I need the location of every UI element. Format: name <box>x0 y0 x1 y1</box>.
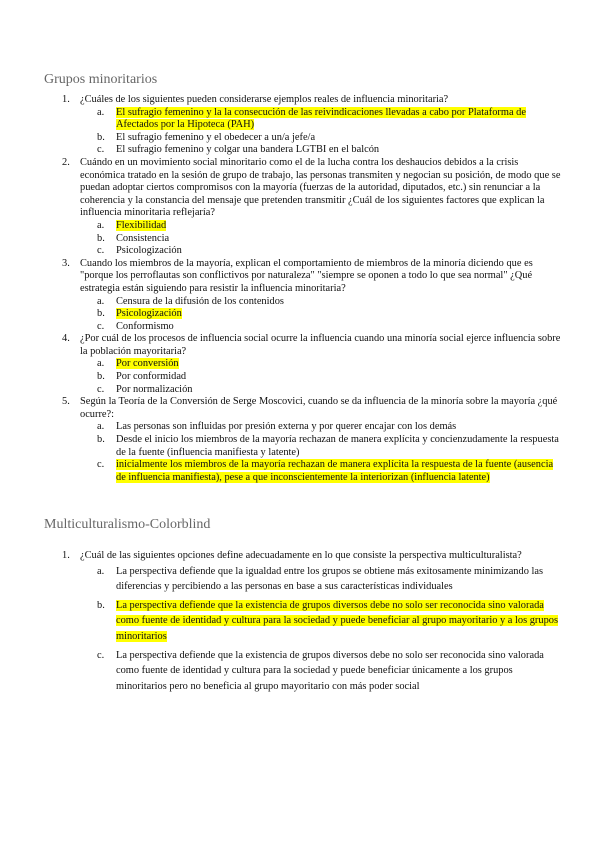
option-letter: a. <box>97 219 105 231</box>
option-b <box>80 371 564 384</box>
option-a <box>80 296 564 309</box>
option-letter: a. <box>97 358 105 370</box>
option-text: Consistencia <box>116 232 170 244</box>
option-text: Psicologización <box>116 245 182 257</box>
option-text: El sufragio femenino y el obedecer a un/a jefe/a <box>116 131 316 143</box>
option-text-correct: Flexibilidad <box>116 219 167 231</box>
option-letter: a. <box>97 295 105 307</box>
option-b <box>80 132 564 145</box>
option-text-correct: La perspectiva defiende que la existencia de grupos diversos debe no solo ser reconocida sino valorada como fuente de identidad y cultura para la sociedad y puede beneficiar al grupo mayoritario y a los grupos minoritarios <box>116 599 559 642</box>
option-letter: a. <box>97 106 105 118</box>
option-letter: c. <box>97 144 105 156</box>
question-1 <box>44 94 564 157</box>
option-text-correct: Por conversión <box>116 358 179 370</box>
option-text: Censura de la difusión de los contenidos <box>116 295 284 307</box>
option-text: Desde el inicio los miembros de la mayoría rechazan de manera explícita y concienzudamente la respuesta de la fuente (influencia manifiesta y latente) <box>116 434 559 458</box>
question-text: Cuándo en un movimiento social minoritario como el de la lucha contra los deshaucios debidos a la crisis económica tratado en la sesión de grupo de trabajo, las personas transmiten y negocian su posición, de modo que se puedan adoptar ciertos compromisos con la mayoría (fuerzas de la autoridad, diputados, etc.) sin renunciar a la coherencia y la constancia del mensaje que pretenden transmitir ¿Cuál de los siguientes factores que explican la influencia minoritaria reflejaría? <box>80 156 561 219</box>
question-number: 1. <box>62 94 70 105</box>
question-number: 3. <box>62 257 70 269</box>
option-b <box>80 598 564 645</box>
option-text-correct: El sufragio femenino y la la consecución de las reivindicaciones llevadas a cabo por Plataforma de Afectados por la Hipoteca (PAH) <box>116 106 526 131</box>
option-letter: c. <box>97 649 105 661</box>
option-letter: c. <box>97 383 105 395</box>
question-text: ¿Cuáles de los siguientes pueden considerarse ejemplos reales de influencia minoritaria? <box>80 94 449 105</box>
option-b <box>80 434 564 459</box>
option-letter: c. <box>97 320 105 332</box>
option-a <box>80 421 564 434</box>
option-text: La perspectiva defiende que la existencia de grupos diversos debe no solo ser reconocida sino valorada como fuente de identidad y cultura para la sociedad y puede beneficiar únicamente a los grupos minoritarios pero no beneficia al grupo mayoritario con más poder social <box>116 649 544 692</box>
question-5 <box>44 396 564 484</box>
question-2 <box>44 157 564 258</box>
option-c <box>80 459 564 484</box>
section-title-grupos-minoritarios: Grupos minoritarios <box>44 72 158 87</box>
option-letter: b. <box>97 232 105 244</box>
option-letter: a. <box>97 565 105 577</box>
option-a <box>80 564 564 595</box>
option-text: Conformismo <box>116 320 174 332</box>
question-text: Según la Teoría de la Conversión de Serge Moscovici, cuando se da influencia de la minoría sobre la mayoría ¿qué ocurre?: <box>80 396 558 420</box>
option-c <box>80 144 564 157</box>
question-text: ¿Cuál de las siguientes opciones define adecuadamente en lo que consiste la perspectiva multiculturalista? <box>80 550 522 561</box>
option-b <box>80 308 564 321</box>
option-c <box>80 648 564 695</box>
option-letter: c. <box>97 459 105 471</box>
option-list <box>80 296 564 334</box>
question-4 <box>44 333 564 396</box>
option-c <box>80 245 564 258</box>
question-number: 2. <box>62 156 70 168</box>
option-letter: c. <box>97 245 105 257</box>
option-text: Por conformidad <box>116 371 187 383</box>
option-letter: b. <box>97 131 105 143</box>
option-text: Por normalización <box>116 383 193 395</box>
option-c <box>80 384 564 397</box>
option-a <box>80 107 564 132</box>
question-number: 1. <box>62 550 70 561</box>
option-letter: a. <box>97 421 105 433</box>
option-list <box>80 358 564 396</box>
option-list <box>80 220 564 258</box>
option-list <box>80 421 564 484</box>
option-list <box>80 107 564 157</box>
option-list <box>80 564 564 695</box>
option-letter: b. <box>97 371 105 383</box>
option-a <box>80 220 564 233</box>
option-letter: b. <box>97 599 105 611</box>
question-text: ¿Por cuál de los procesos de influencia social ocurre la influencia cuando una minoría social ejerce influencia sobre la población mayoritaria? <box>80 333 561 357</box>
question-text: Cuando los miembros de la mayoría, explican el comportamiento de miembros de la minoría diciendo que es "porque los perroflautas son conflictivos por naturaleza" "siempre se oponen a todo lo que sea normal" ¿Qué estrategia están siguiendo para resistir la influencia minoritaria? <box>80 257 533 294</box>
question-list-2 <box>44 548 564 697</box>
question-1 <box>44 548 564 694</box>
question-number: 4. <box>62 333 70 345</box>
question-list-1 <box>44 94 564 484</box>
option-text: La perspectiva defiende que la igualdad entre los grupos se obtiene más exitosamente minimizando las diferencias y percibiendo a las personas en base a sus características individuales <box>116 565 544 593</box>
question-3 <box>44 258 564 334</box>
option-text-correct: inicialmente los miembros de la mayoría rechazan de manera explícita la respuesta de la fuente (ausencia de influencia manifiesta), pese a que inconscientemente la interiorizan (influencia latente) <box>116 459 554 483</box>
option-c <box>80 321 564 334</box>
option-b <box>80 233 564 246</box>
option-text-correct: Psicologización <box>116 308 182 320</box>
option-text: El sufragio femenino y colgar una bandera LGTBI en el balcón <box>116 144 380 156</box>
option-text: Las personas son influidas por presión externa y por querer encajar con los demás <box>116 421 457 433</box>
option-letter: b. <box>97 308 105 320</box>
option-a <box>80 358 564 371</box>
option-letter: b. <box>97 434 105 446</box>
section-title-multiculturalismo: Multiculturalismo-Colorblind <box>44 517 211 532</box>
question-number: 5. <box>62 396 70 408</box>
